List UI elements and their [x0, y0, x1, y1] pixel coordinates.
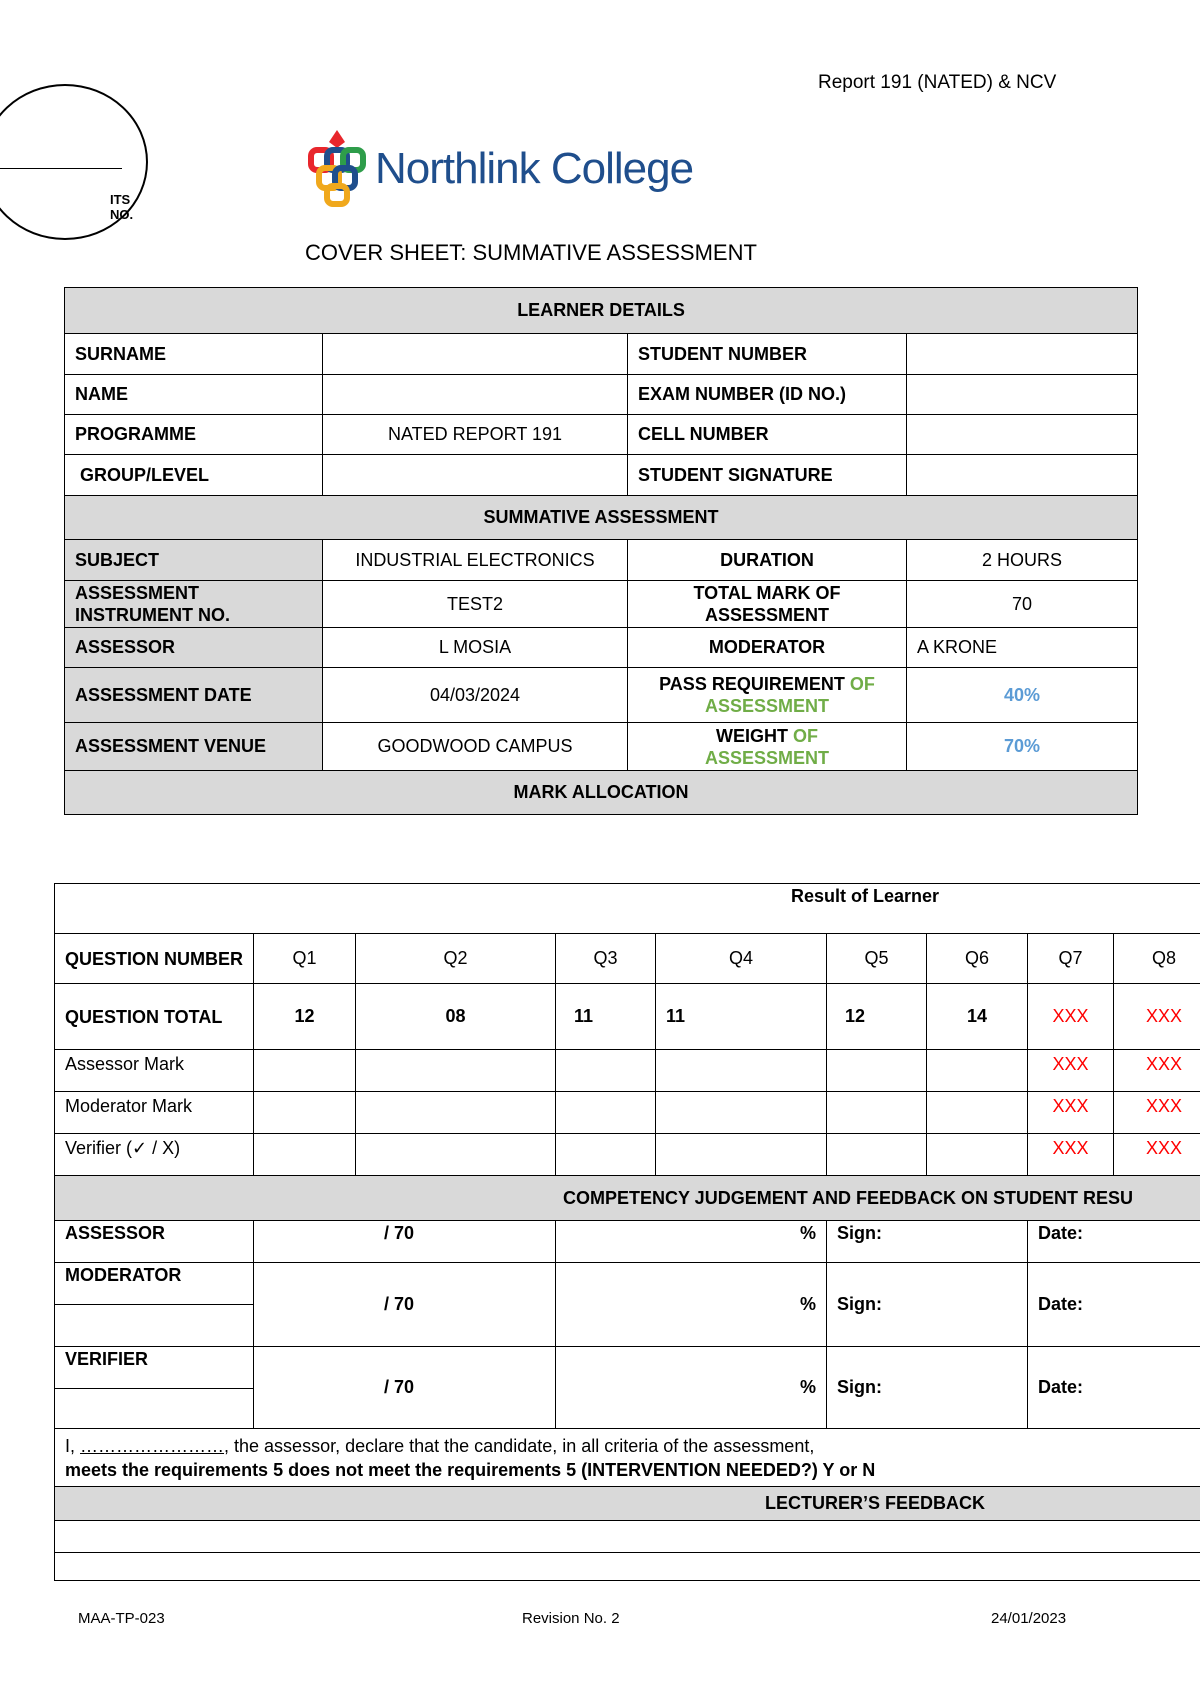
- surname-field[interactable]: [323, 334, 628, 375]
- assessor-value: L MOSIA: [323, 628, 628, 668]
- moderator-mark-label: Moderator Mark: [55, 1092, 254, 1134]
- verifier-label: Verifier (✓ / X): [55, 1134, 254, 1176]
- question-total-q4: 11: [656, 984, 827, 1050]
- moderator-name-field[interactable]: [55, 1305, 254, 1347]
- moderator-mark-q6[interactable]: [927, 1092, 1028, 1134]
- college-name: Northlink College: [375, 144, 694, 193]
- question-total-label: QUESTION TOTAL: [55, 984, 254, 1050]
- exam-number-label: EXAM NUMBER (ID NO.): [628, 375, 907, 415]
- verifier-date: Date:: [1028, 1347, 1200, 1429]
- moderator-mark-q8: XXX: [1114, 1092, 1200, 1134]
- page-title: COVER SHEET: SUMMATIVE ASSESSMENT: [305, 240, 757, 265]
- assessor-out-of: / 70: [254, 1221, 556, 1263]
- footer-revision: Revision No. 2: [522, 1610, 620, 1627]
- summative-assessment-header: SUMMATIVE ASSESSMENT: [65, 496, 1138, 540]
- duration-label: DURATION: [628, 540, 907, 581]
- verifier-percent: %: [556, 1347, 827, 1429]
- question-number-q6: Q6: [927, 934, 1028, 984]
- lecturer-feedback-header: LECTURER’S FEEDBACK: [55, 1487, 1200, 1521]
- verifier-out-of: / 70: [254, 1347, 556, 1429]
- assessor-mark-label: Assessor Mark: [55, 1050, 254, 1092]
- footer-doc-code: MAA-TP-023: [78, 1610, 165, 1627]
- programme-label: PROGRAMME: [65, 415, 323, 455]
- report-reference: Report 191 (NATED) & NCV: [818, 72, 1057, 93]
- weight-label: [628, 723, 907, 771]
- moderator-date: Date:: [1028, 1263, 1200, 1347]
- name-label: NAME: [65, 375, 323, 415]
- assessor-mark-q3[interactable]: [556, 1050, 656, 1092]
- question-total-q7: XXX: [1028, 984, 1114, 1050]
- question-total-q5: 12: [827, 984, 927, 1050]
- subject-label: SUBJECT: [65, 540, 323, 581]
- mark-allocation-header: MARK ALLOCATION: [65, 771, 1138, 815]
- results-table: [54, 883, 1200, 1581]
- weight-value: 70%: [907, 723, 1138, 771]
- student-number-field[interactable]: [907, 334, 1138, 375]
- question-number-label: QUESTION NUMBER: [55, 934, 254, 984]
- assessor-mark-q2[interactable]: [356, 1050, 556, 1092]
- instrument-value: TEST2: [323, 581, 628, 628]
- learner-details-table: [64, 287, 1138, 815]
- declaration-text-b: , the assessor, declare that the candidate, in all criteria of the assessment,: [224, 1435, 815, 1456]
- assessor-mark-q1[interactable]: [254, 1050, 356, 1092]
- lecturer-feedback-line-2[interactable]: [55, 1553, 1200, 1581]
- assessment-date-label: ASSESSMENT DATE: [65, 668, 323, 723]
- college-logo-icon: [305, 128, 369, 208]
- moderator-percent: %: [556, 1263, 827, 1347]
- verifier-name-field[interactable]: [55, 1389, 254, 1429]
- question-total-q6: 14: [927, 984, 1028, 1050]
- question-number-q3: Q3: [556, 934, 656, 984]
- assessor-role-label: ASSESSOR: [55, 1221, 254, 1263]
- assessment-venue-label: ASSESSMENT VENUE: [65, 723, 323, 771]
- question-number-q2: Q2: [356, 934, 556, 984]
- moderator-mark-q5[interactable]: [827, 1092, 927, 1134]
- result-of-learner-header: Result of Learner: [55, 884, 1200, 934]
- its-number-stamp: [0, 84, 152, 244]
- question-total-q8: XXX: [1114, 984, 1200, 1050]
- student-signature-field[interactable]: [907, 455, 1138, 496]
- duration-value: 2 HOURS: [907, 540, 1138, 581]
- assessor-mark-q6[interactable]: [927, 1050, 1028, 1092]
- name-field[interactable]: [323, 375, 628, 415]
- verifier-role-label: VERIFIER: [55, 1347, 254, 1389]
- surname-label: SURNAME: [65, 334, 323, 375]
- assessor-date: Date:: [1028, 1221, 1200, 1263]
- stamp-line: [0, 168, 122, 169]
- verifier-sign: Sign:: [827, 1347, 1028, 1429]
- moderator-mark-q3[interactable]: [556, 1092, 656, 1134]
- assessor-label: ASSESSOR: [65, 628, 323, 668]
- moderator-mark-q1[interactable]: [254, 1092, 356, 1134]
- pass-requirement-label: [628, 668, 907, 723]
- student-signature-label: STUDENT SIGNATURE: [628, 455, 907, 496]
- assessor-mark-q7: XXX: [1028, 1050, 1114, 1092]
- verifier-q6[interactable]: [927, 1134, 1028, 1176]
- question-number-q7: Q7: [1028, 934, 1114, 984]
- assessor-mark-q8: XXX: [1114, 1050, 1200, 1092]
- footer-date: 24/01/2023: [991, 1610, 1067, 1627]
- moderator-role-label: MODERATOR: [55, 1263, 254, 1305]
- verifier-q1[interactable]: [254, 1134, 356, 1176]
- declaration-text-a: I,: [65, 1435, 81, 1456]
- moderator-value: A KRONE: [907, 628, 1138, 668]
- stamp-label: ITS NO.: [110, 192, 134, 222]
- question-number-q1: Q1: [254, 934, 356, 984]
- declaration-requirements: meets the requirements 5 does not meet the requirements 5 (INTERVENTION NEEDED?) Y or N: [65, 1459, 876, 1480]
- declaration: [55, 1429, 1200, 1487]
- question-number-q5: Q5: [827, 934, 927, 984]
- moderator-label: MODERATOR: [628, 628, 907, 668]
- pass-requirement-label-b: OF: [849, 674, 875, 694]
- student-number-label: STUDENT NUMBER: [628, 334, 907, 375]
- cell-number-label: CELL NUMBER: [628, 415, 907, 455]
- total-mark-value: 70: [907, 581, 1138, 628]
- declaration-dots[interactable]: ……………………: [80, 1435, 225, 1456]
- assessor-percent: %: [556, 1221, 827, 1263]
- pass-requirement-label-c: ASSESSMENT: [704, 696, 830, 716]
- question-number-q4: Q4: [656, 934, 827, 984]
- weight-label-c: ASSESSMENT: [704, 747, 830, 768]
- pass-requirement-value: 40%: [907, 668, 1138, 723]
- moderator-mark-q7: XXX: [1028, 1092, 1114, 1134]
- assessor-mark-q4[interactable]: [656, 1050, 827, 1092]
- group-level-label: GROUP/LEVEL: [65, 455, 323, 496]
- college-logo: [305, 128, 694, 213]
- instrument-label: ASSESSMENT INSTRUMENT NO.: [65, 581, 323, 628]
- group-level-field[interactable]: [323, 455, 628, 496]
- question-total-q3: 11: [556, 984, 656, 1050]
- lecturer-feedback-line-1[interactable]: [55, 1521, 1200, 1553]
- subject-value: INDUSTRIAL ELECTRONICS: [323, 540, 628, 581]
- moderator-mark-q4[interactable]: [656, 1092, 827, 1134]
- weight-label-a: WEIGHT: [715, 725, 788, 746]
- cell-number-field[interactable]: [907, 415, 1138, 455]
- pass-requirement-label-a: PASS REQUIREMENT: [659, 674, 845, 694]
- assessor-mark-q5[interactable]: [827, 1050, 927, 1092]
- learner-details-header: LEARNER DETAILS: [65, 288, 1138, 334]
- total-mark-label: TOTAL MARK OF ASSESSMENT: [628, 581, 907, 628]
- verifier-q7: XXX: [1028, 1134, 1114, 1176]
- assessment-venue-value: GOODWOOD CAMPUS: [323, 723, 628, 771]
- moderator-sign: Sign:: [827, 1263, 1028, 1347]
- competency-judgement-header: COMPETENCY JUDGEMENT AND FEEDBACK ON STUDENT RESU: [55, 1176, 1200, 1221]
- verifier-q8: XXX: [1114, 1134, 1200, 1176]
- question-number-q8: Q8: [1114, 934, 1200, 984]
- question-total-q2: 08: [356, 984, 556, 1050]
- assessor-sign: Sign:: [827, 1221, 1028, 1263]
- moderator-mark-q2[interactable]: [356, 1092, 556, 1134]
- programme-value: NATED REPORT 191: [323, 415, 628, 455]
- verifier-q4[interactable]: [656, 1134, 827, 1176]
- verifier-q5[interactable]: [827, 1134, 927, 1176]
- verifier-q3[interactable]: [556, 1134, 656, 1176]
- question-total-q1: 12: [254, 984, 356, 1050]
- weight-label-b: OF: [793, 725, 818, 746]
- exam-number-field[interactable]: [907, 375, 1138, 415]
- verifier-q2[interactable]: [356, 1134, 556, 1176]
- assessment-date-value: 04/03/2024: [323, 668, 628, 723]
- moderator-out-of: / 70: [254, 1263, 556, 1347]
